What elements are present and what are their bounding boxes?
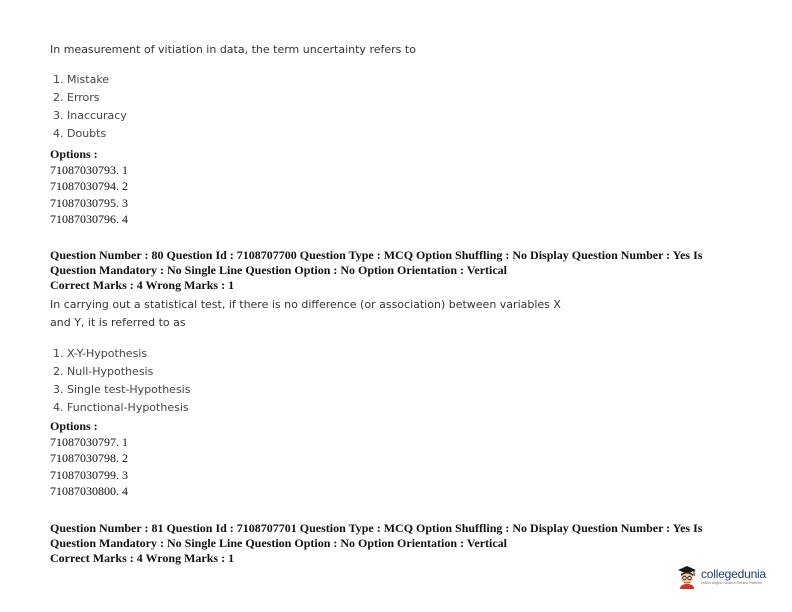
option-id: 71087030793. 1 [50,163,128,177]
logo-tagline: India's largest Student Review Platform [701,581,762,585]
choice-item: 1. X-Y-Hypothesis [53,347,148,360]
option-id-list [50,434,128,499]
options-label: Options : [50,147,98,161]
meta-line: Question Number : 81 Question Id : 7108707701 Question Type : MCQ Option Shuffling : No Display Question Number : Yes Is [50,521,703,535]
meta-line: Question Number : 80 Question Id : 7108707700 Question Type : MCQ Option Shuffling : No Display Question Number : Yes Is [50,248,703,262]
choice-item: 3. Single test-Hypothesis [53,383,191,396]
option-id: 71087030799. 3 [50,467,128,482]
question-79-choices [53,71,127,143]
option-id: 71087030797. 1 [50,435,128,449]
collegedunia-logo [676,563,772,591]
option-id: 71087030798. 2 [50,451,128,466]
choice-item: 3. Inaccuracy [53,109,127,122]
options-label: Options : [50,419,98,433]
choice-item: 2. Null-Hypothesis [53,365,154,378]
question-text-line: In carrying out a statistical test, if there is no difference (or association) between variables X [50,298,561,311]
student-mascot-icon [676,565,698,589]
marks-line: Correct Marks : 4 Wrong Marks : 1 [50,278,235,292]
option-id: 71087030800. 4 [50,483,128,498]
marks-line: Correct Marks : 4 Wrong Marks : 1 [50,551,235,565]
meta-line: Question Mandatory : No Single Line Question Option : No Option Orientation : Vertical [50,263,508,277]
option-id: 71087030795. 3 [50,195,128,210]
option-id: 71087030794. 2 [50,179,128,194]
choice-item: 1. Mistake [53,73,110,86]
question-79-text: In measurement of vitiation in data, the term uncertainty refers to [50,43,416,56]
question-79-options [50,146,128,227]
question-80-meta [50,248,750,293]
question-80-text [50,296,610,332]
question-80-choices [53,345,190,417]
question-80-options [50,418,128,499]
choice-item: 2. Errors [53,91,100,104]
question-text-line: and Y, it is referred to as [50,316,186,329]
option-id-list [50,162,128,227]
option-id: 71087030796. 4 [50,211,128,226]
meta-line: Question Mandatory : No Single Line Question Option : No Option Orientation : Vertical [50,536,508,550]
choice-item: 4. Functional-Hypothesis [53,401,189,414]
question-81-meta [50,521,750,566]
choice-item: 4. Doubts [53,127,107,140]
logo-name: collegedunia [701,567,766,581]
